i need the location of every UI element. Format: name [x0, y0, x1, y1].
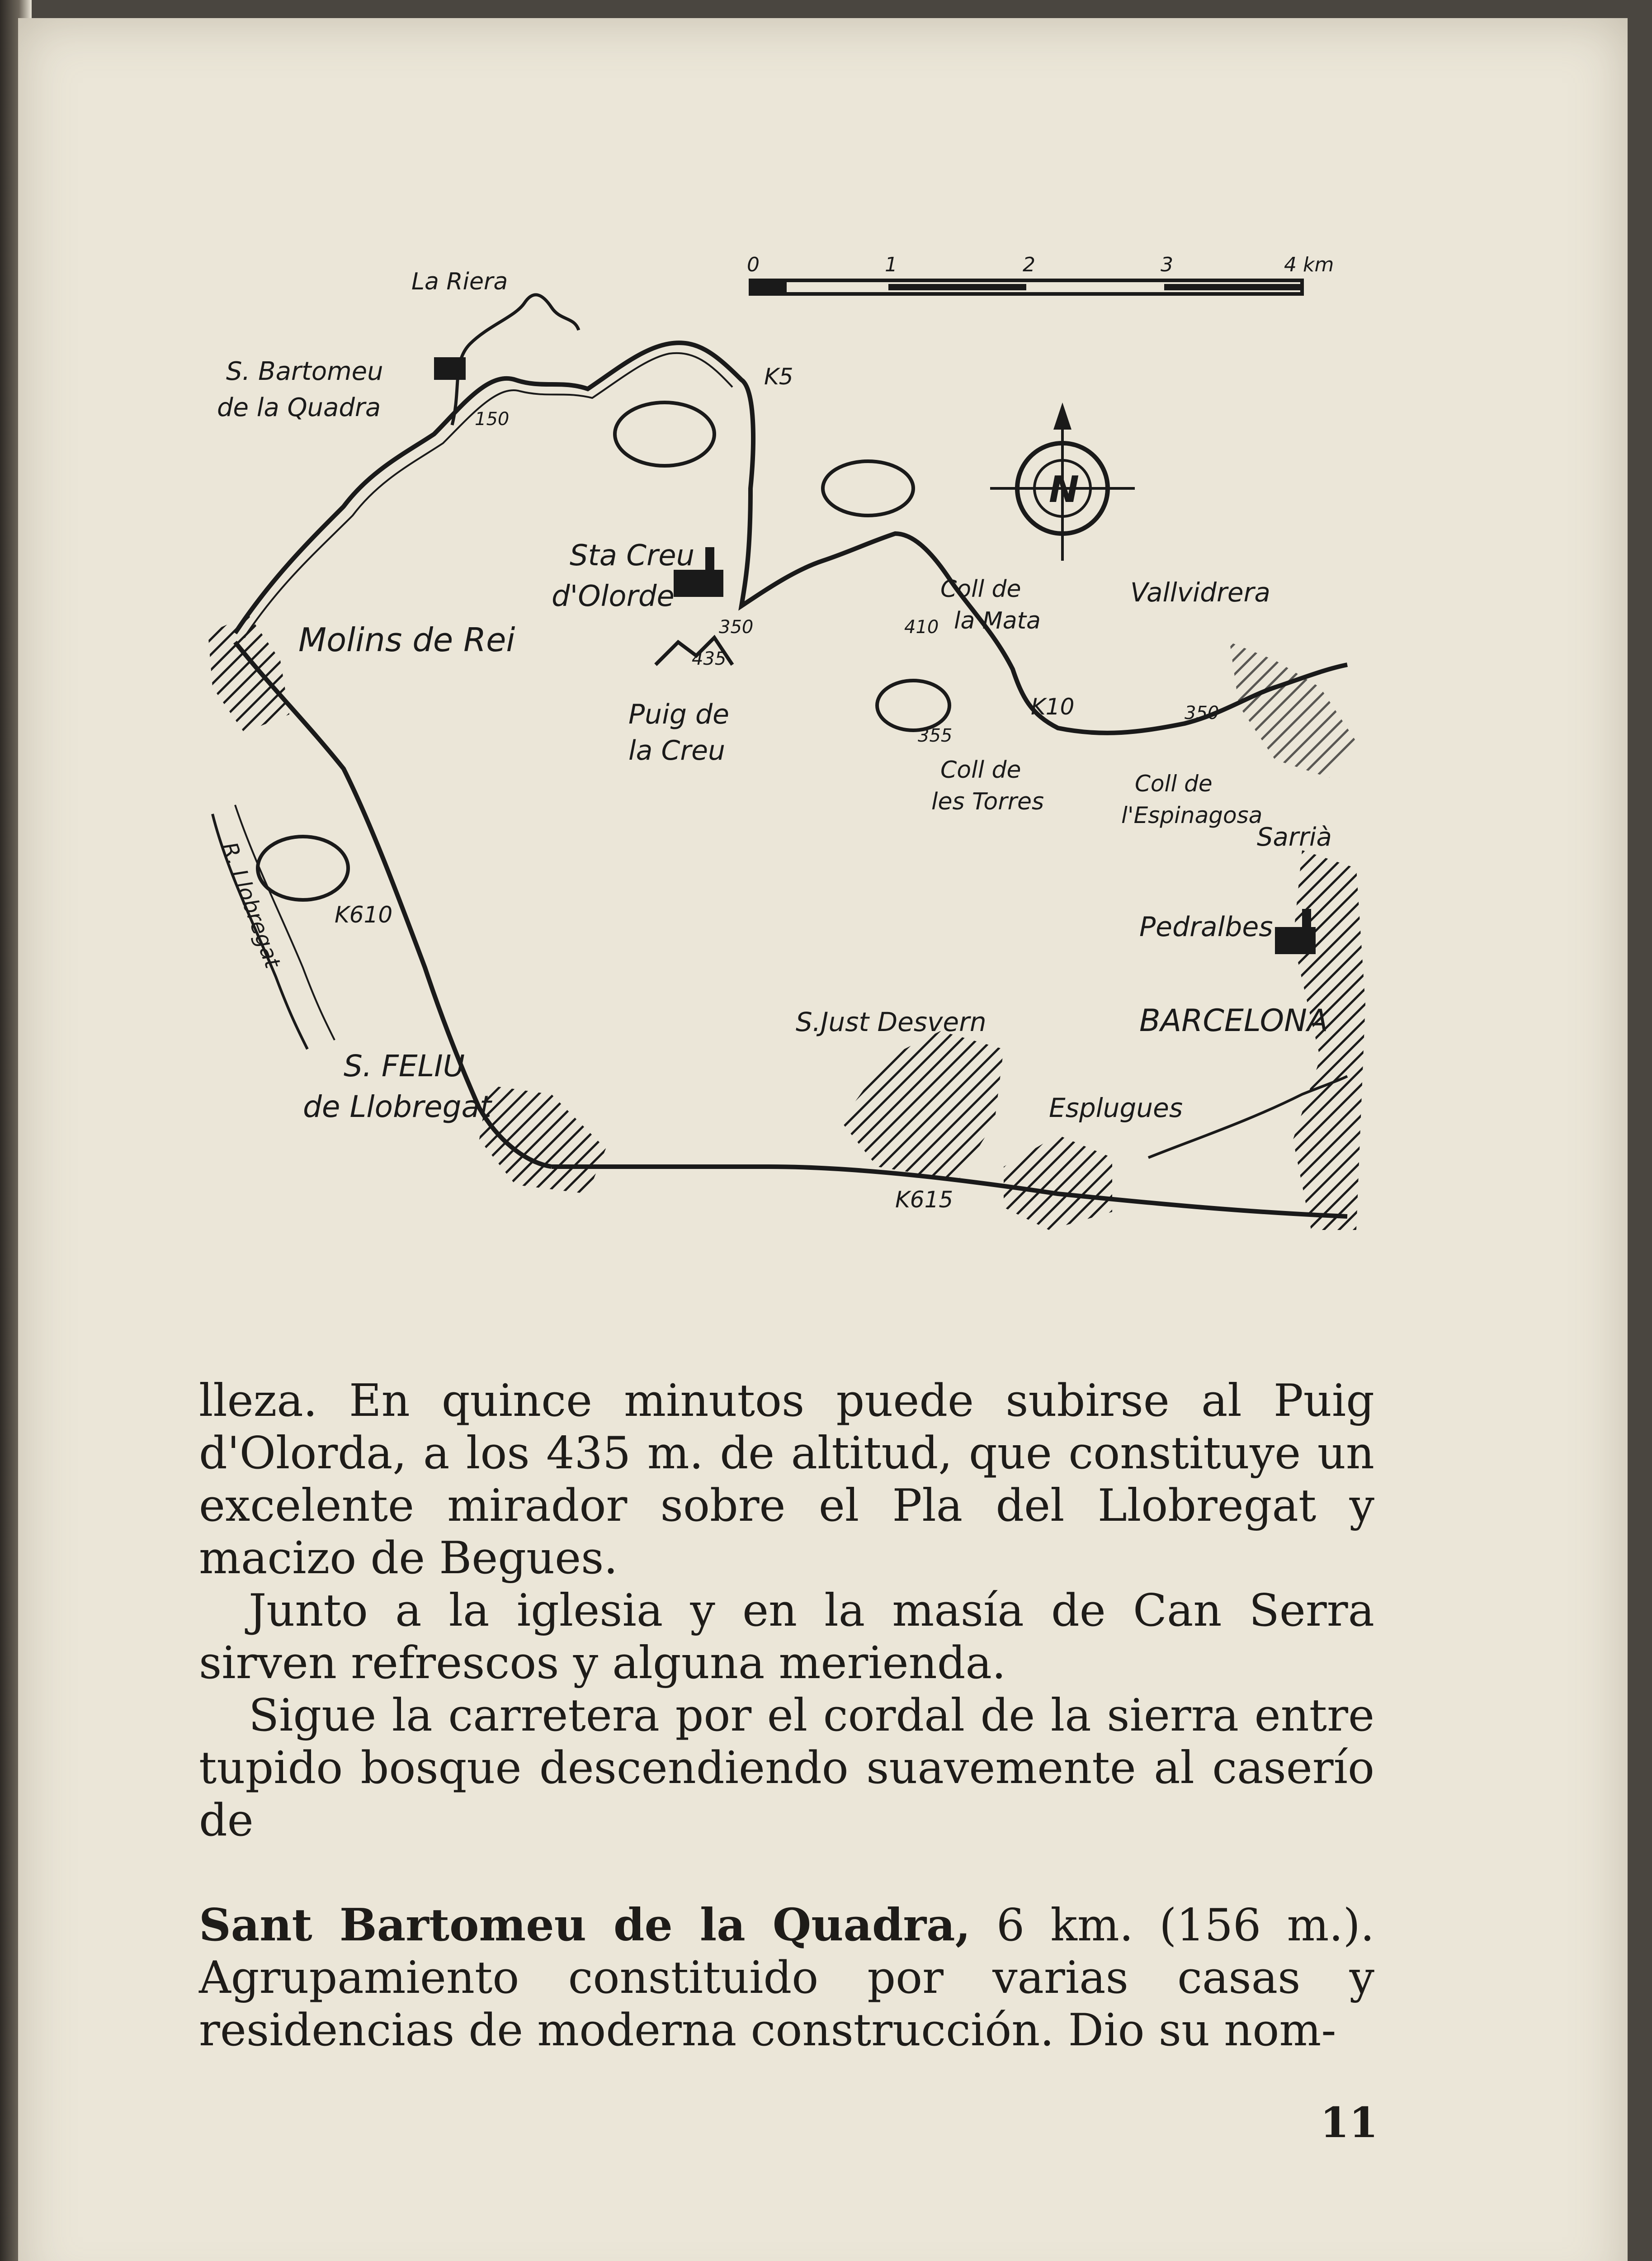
paragraph-1: lleza. En quince minutos puede subirse al Puig d'Olorda, a los 435 m. de altitud, que constituye un excelente mirador sobre el Pla del Llobregat y macizo de Begues.	[199, 1375, 1374, 1584]
label-molins-de-rei: Molins de Rei	[298, 621, 515, 659]
scale-tick-0: 0	[747, 253, 760, 276]
label-puig-2: la Creu	[628, 735, 726, 766]
label-pedralbes: Pedralbes	[1139, 911, 1273, 943]
label-sta-creu-1: Sta Creu	[570, 539, 695, 572]
body-text	[199, 1375, 1374, 2057]
label-esplugues: Esplugues	[1049, 1093, 1183, 1123]
urban-barcelona	[1293, 850, 1365, 1230]
place-heading: Sant Bartomeu de la Quadra,	[199, 1899, 971, 1951]
church-icon	[434, 357, 1316, 954]
label-sant-just: S.Just Desvern	[796, 1007, 986, 1037]
road-la-riera	[452, 295, 579, 425]
label-road-k615: K615	[895, 1187, 953, 1213]
label-road-k5: K5	[764, 364, 793, 390]
urban-sant-feliu	[479, 1085, 606, 1194]
label-la-riera: La Riera	[411, 268, 508, 295]
label-elev-350-olorde: 350	[719, 617, 754, 638]
label-coll-mata-1: Coll de	[940, 576, 1021, 603]
label-coll-espinagosa-1: Coll de	[1135, 771, 1213, 797]
label-elev-350-espinagosa: 350	[1185, 703, 1219, 724]
label-elev-150: 150	[475, 409, 510, 430]
scale-tick-3: 3	[1161, 253, 1173, 276]
scale-tick-2: 2	[1023, 253, 1035, 276]
label-coll-torres-2: les Torres	[931, 788, 1044, 815]
page-number: 11	[1320, 2098, 1378, 2147]
road-loop	[235, 343, 1347, 733]
compass-rose-icon	[990, 402, 1135, 561]
label-vallvidrera: Vallvidrera	[1130, 577, 1270, 608]
compass-north-label: N	[1049, 468, 1079, 511]
label-elev-435: 435	[692, 648, 727, 669]
scale-tick-1: 1	[885, 253, 897, 276]
label-sant-feliu-2: de Llobregat	[303, 1089, 491, 1124]
label-puig-1: Puig de	[628, 699, 730, 730]
label-sta-creu-2: d'Olorde	[552, 580, 675, 613]
label-sarria: Sarrià	[1257, 823, 1332, 852]
paragraph-2: Junto a la iglesia y en la masía de Can Serra sirven refrescos y alguna merienda.	[199, 1585, 1374, 1689]
label-sant-feliu-1: S. FELIU	[344, 1049, 465, 1083]
label-rio-llobregat: R. Llobregat	[216, 838, 286, 972]
urban-sant-just	[841, 1031, 1004, 1180]
label-barcelona: BARCELONA	[1139, 1003, 1328, 1039]
route-map	[199, 235, 1392, 1284]
label-coll-mata-2: la Mata	[954, 607, 1041, 634]
paragraph-4	[199, 1899, 1374, 2057]
label-elev-410: 410	[904, 617, 939, 638]
label-coll-espinagosa-2: l'Espinagosa	[1121, 802, 1263, 828]
label-sant-bartomeu-1: S. Bartomeu	[226, 357, 383, 386]
label-road-k610: K610	[335, 902, 393, 928]
urban-esplugues	[1004, 1135, 1112, 1230]
scale-tick-4: 4 km	[1284, 253, 1334, 276]
paragraph-3: Sigue la carretera por el cordal de la sierra entre tupido bosque descendiendo suavemente al caserío de	[199, 1690, 1374, 1846]
urban-molins	[208, 615, 289, 733]
label-coll-torres-1: Coll de	[940, 757, 1021, 784]
label-elev-355: 355	[918, 725, 953, 746]
urban-vallvidrera	[1230, 642, 1356, 778]
paragraph-4-rest: 6 km. (156 m.). Agrupamiento constituido por varias casas y residencias de moderna construcción. Dio su nom-	[199, 1900, 1374, 2056]
label-sant-bartomeu-2: de la Quadra	[217, 393, 381, 422]
scale-bar	[747, 253, 1334, 294]
label-road-k10: K10	[1031, 694, 1075, 720]
